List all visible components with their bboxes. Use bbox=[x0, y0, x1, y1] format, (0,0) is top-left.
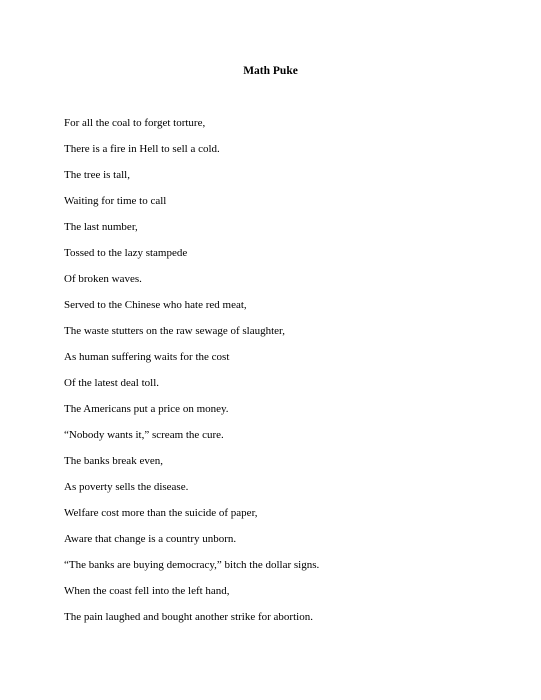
poem-line: Served to the Chinese who hate red meat, bbox=[64, 299, 247, 311]
poem-line: When the coast fell into the left hand, bbox=[64, 585, 230, 597]
poem-line: Of the latest deal toll. bbox=[64, 377, 159, 389]
poem-line: Aware that change is a country unborn. bbox=[64, 533, 237, 545]
poem-line: There is a fire in Hell to sell a cold. bbox=[64, 143, 220, 155]
poem-body bbox=[64, 116, 504, 636]
poem-line: “Nobody wants it,” scream the cure. bbox=[64, 429, 224, 441]
poem-line: The tree is tall, bbox=[64, 169, 130, 181]
poem-line: Tossed to the lazy stampede bbox=[64, 247, 188, 259]
poem-line: As human suffering waits for the cost bbox=[64, 351, 230, 363]
page-title: Math Puke bbox=[243, 65, 298, 77]
poem-line: The banks break even, bbox=[64, 455, 163, 467]
poem-line: Waiting for time to call bbox=[64, 195, 167, 207]
poem-line: The last number, bbox=[64, 221, 138, 233]
poem-line: For all the coal to forget torture, bbox=[64, 117, 206, 129]
poem-line: “The banks are buying democracy,” bitch the dollar signs. bbox=[64, 559, 320, 571]
poem-line: The waste stutters on the raw sewage of slaughter, bbox=[64, 325, 286, 337]
poem-line: Welfare cost more than the suicide of paper, bbox=[64, 507, 258, 519]
poem-line: The Americans put a price on money. bbox=[64, 403, 229, 415]
poem-line: The pain laughed and bought another strike for abortion. bbox=[64, 611, 313, 623]
poem-line: As poverty sells the disease. bbox=[64, 481, 189, 493]
poem-line: Of broken waves. bbox=[64, 273, 142, 285]
